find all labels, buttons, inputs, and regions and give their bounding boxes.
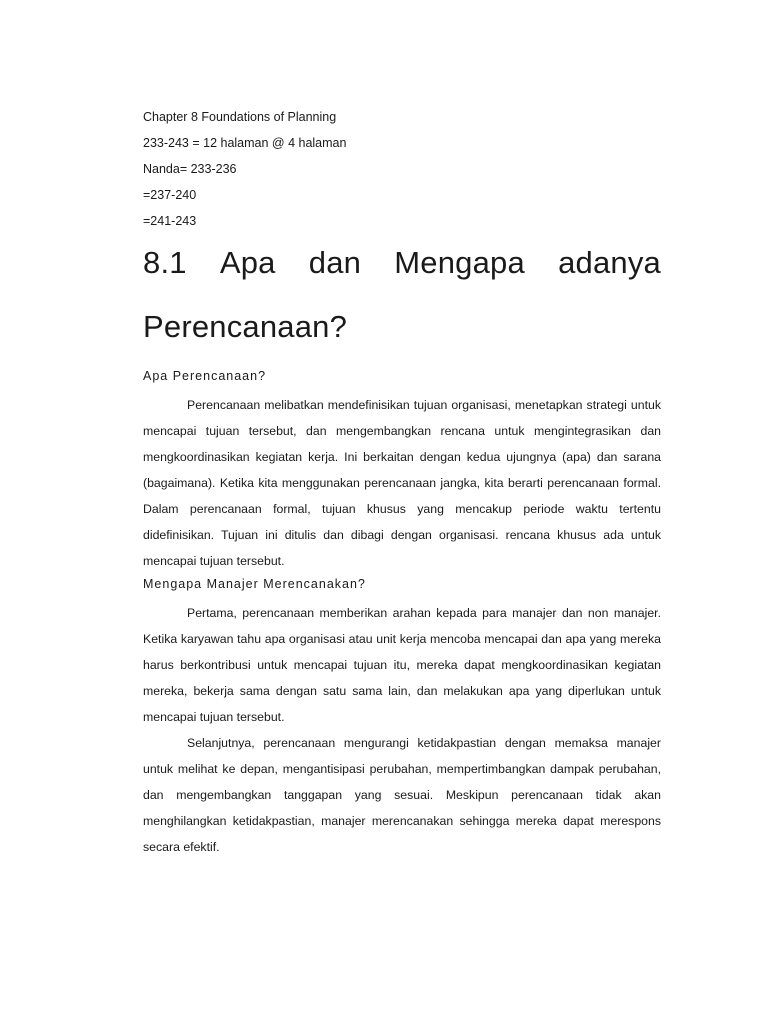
section-heading-line-2 <box>143 309 347 345</box>
heading-word-number: 8.1 <box>143 245 187 280</box>
heading-word: adanya <box>558 245 661 280</box>
note-line-range-2: =237-240 <box>143 188 197 202</box>
paragraph: Pertama, perencanaan memberikan arahan kepada para manajer dan non manajer. Ketika karyawan tahu apa organisasi atau unit kerja mencoba mencapai dan apa yang mereka harus berkontribusi untuk mencapai tujuan itu, mereka dapat mengkoordinasikan kegiatan mereka, bekerja sama dengan satu sama lain, dan melakukan apa yang diperlukan untuk mencapai tujuan tersebut. <box>143 606 661 724</box>
heading-word: dan <box>308 245 362 280</box>
note-line-assignment: Nanda= 233-236 <box>143 162 237 176</box>
body-content <box>143 366 661 860</box>
notes-block <box>143 104 661 234</box>
paragraph: Selanjutnya, perencanaan mengurangi ketidakpastian dengan memaksa manajer untuk melihat ke depan, mengantisipasi perubahan, mempertimbangkan dampak perubahan, dan mengembangkan tanggapan yang sesuai. Meskipun perencanaan tidak akan menghilangkan ketidakpastian, manajer merencanakan sehingga mereka dapat merespons secara efektif. <box>143 736 661 854</box>
subheading-apa-perencanaan: Apa Perencanaan? <box>143 369 267 383</box>
heading-word: Perencanaan? <box>143 309 348 344</box>
note-line-chapter: Chapter 8 Foundations of Planning <box>143 110 337 124</box>
note-line-page-range: 233-243 = 12 halaman @ 4 halaman <box>143 136 347 150</box>
heading-word: Mengapa <box>394 245 525 280</box>
note-line-range-3: =241-243 <box>143 214 197 228</box>
heading-word: Apa <box>219 245 276 280</box>
section-heading <box>143 245 661 281</box>
subheading-mengapa-manajer: Mengapa Manajer Merencanakan? <box>143 577 366 591</box>
document-page <box>143 104 661 854</box>
paragraph: Perencanaan melibatkan mendefinisikan tujuan organisasi, menetapkan strategi untuk mencapai tujuan tersebut, dan mengembangkan rencana untuk mengintegrasikan dan mengkoordinasikan kegiatan kerja. Ini berkaitan dengan kedua ujungnya (apa) dan sarana (bagaimana). Ketika kita menggunakan perencanaan jangka, kita berarti perencanaan formal. Dalam perencanaan formal, tujuan khusus yang mencakup periode waktu tertentu didefinisikan. Tujuan ini ditulis dan dibagi dengan organisasi. rencana khusus ada untuk mencapai tujuan tersebut. <box>143 398 661 568</box>
